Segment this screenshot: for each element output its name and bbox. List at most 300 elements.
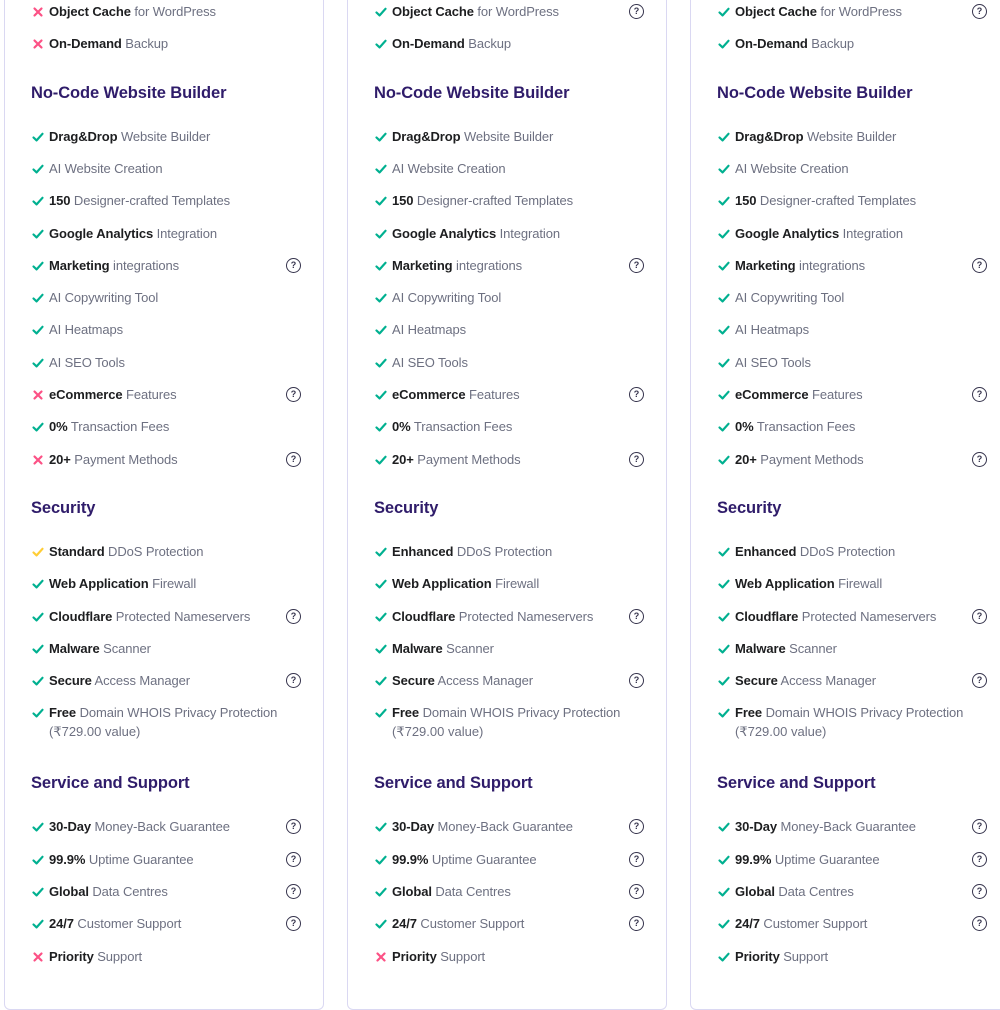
feature-highlight: Free — [49, 705, 77, 721]
check-icon — [31, 130, 45, 144]
feature-row — [31, 255, 303, 277]
check-icon — [374, 853, 388, 867]
feature-label — [735, 387, 863, 402]
feature-label — [49, 641, 151, 656]
help-icon[interactable]: ? — [629, 884, 644, 899]
help-icon[interactable]: ? — [972, 609, 987, 624]
feature-highlight: Google Analytics — [392, 225, 497, 241]
feature-highlight: 150 — [49, 193, 71, 209]
feature-label — [49, 36, 168, 51]
feature-row — [374, 913, 646, 935]
feature-row — [31, 606, 303, 628]
feature-label — [392, 916, 524, 931]
feature-text: Uptime Guarantee — [428, 851, 537, 867]
help-icon[interactable]: ? — [629, 916, 644, 931]
feature-text: Firewall — [834, 576, 883, 592]
check-icon — [31, 853, 45, 867]
feature-text: AI Website Creation — [49, 160, 163, 176]
feature-row — [717, 223, 989, 245]
feature-row — [31, 352, 303, 374]
plan-features — [717, 1, 989, 1009]
check-icon — [717, 420, 731, 434]
feature-text: Scanner — [99, 640, 151, 656]
feature-text: Scanner — [785, 640, 837, 656]
feature-row — [374, 352, 646, 374]
feature-label — [735, 916, 867, 931]
feature-text: DDoS Protection — [453, 543, 553, 559]
feature-label — [392, 226, 560, 241]
feature-text: Customer Support — [73, 916, 182, 932]
feature-row — [717, 881, 989, 903]
feature-row — [31, 158, 303, 180]
feature-highlight: 99.9% — [392, 851, 429, 867]
feature-text: Data Centres — [774, 884, 854, 899]
feature-highlight: 0% — [735, 419, 754, 435]
feature-row — [374, 126, 646, 148]
help-icon[interactable]: ? — [286, 673, 301, 688]
check-icon — [374, 291, 388, 305]
feature-highlight: eCommerce — [735, 387, 809, 402]
feature-label — [735, 609, 936, 624]
check-icon — [717, 950, 731, 964]
feature-highlight: eCommerce — [49, 387, 123, 402]
feature-text: AI Website Creation — [392, 160, 506, 176]
feature-label — [735, 884, 854, 899]
check-icon — [31, 706, 45, 720]
help-icon[interactable]: ? — [972, 4, 987, 19]
help-icon[interactable]: ? — [629, 609, 644, 624]
feature-highlight: Malware — [735, 640, 786, 656]
feature-text: AI SEO Tools — [392, 354, 468, 370]
feature-row — [717, 416, 989, 438]
section-heading: Security — [31, 498, 96, 517]
feature-label — [735, 544, 895, 559]
feature-row — [717, 384, 989, 406]
help-icon[interactable]: ? — [286, 258, 301, 273]
check-icon — [374, 420, 388, 434]
feature-row — [31, 849, 303, 871]
feature-highlight: Enhanced — [392, 543, 454, 559]
feature-label — [49, 4, 216, 19]
feature-text: AI Website Creation — [735, 160, 849, 176]
feature-label — [49, 544, 203, 559]
feature-highlight: 30-Day — [49, 819, 92, 835]
plan-card — [690, 0, 1000, 1010]
feature-label — [735, 705, 963, 720]
feature-row — [374, 573, 646, 595]
feature-highlight: Secure — [392, 673, 435, 689]
feature-highlight: Priority — [49, 948, 94, 964]
feature-highlight: 30-Day — [735, 819, 778, 835]
feature-highlight: 20+ — [392, 451, 414, 467]
feature-text: Features — [122, 387, 177, 402]
feature-row — [717, 449, 989, 471]
feature-label — [49, 161, 162, 176]
feature-text: DDoS Protection — [796, 543, 896, 559]
check-icon — [374, 917, 388, 931]
feature-row — [717, 190, 989, 212]
feature-text: Backup — [464, 36, 512, 52]
feature-label — [49, 419, 169, 434]
feature-label — [392, 705, 620, 720]
section-heading: Service and Support — [374, 774, 533, 793]
feature-label — [392, 819, 573, 834]
feature-text: Payment Methods — [756, 451, 864, 467]
feature-row — [31, 33, 303, 55]
feature-text: Integration — [839, 225, 903, 241]
feature-text: Domain WHOIS Privacy Protection — [419, 705, 621, 721]
feature-row — [374, 541, 646, 563]
check-icon — [31, 610, 45, 624]
check-icon — [717, 194, 731, 208]
help-icon[interactable]: ? — [972, 673, 987, 688]
feature-label — [735, 322, 809, 337]
help-icon[interactable]: ? — [972, 884, 987, 899]
feature-label — [49, 322, 123, 337]
check-icon — [31, 194, 45, 208]
check-icon — [31, 820, 45, 834]
feature-text: Backup — [807, 36, 855, 52]
cross-icon — [31, 950, 45, 964]
check-icon — [717, 885, 731, 899]
check-icon — [374, 610, 388, 624]
check-icon — [374, 194, 388, 208]
feature-text: for WordPress — [816, 4, 902, 19]
feature-highlight: 99.9% — [735, 851, 772, 867]
feature-highlight: Global — [735, 884, 775, 899]
feature-row — [374, 1, 646, 23]
feature-highlight: On-Demand — [735, 36, 808, 52]
check-icon — [717, 820, 731, 834]
feature-row — [31, 223, 303, 245]
help-icon[interactable]: ? — [629, 852, 644, 867]
feature-row — [374, 606, 646, 628]
feature-text: Protected Nameservers — [112, 608, 251, 624]
feature-label — [49, 452, 178, 467]
help-icon[interactable]: ? — [972, 916, 987, 931]
feature-text: Support — [93, 948, 143, 964]
feature-label — [735, 161, 848, 176]
check-icon — [31, 162, 45, 176]
feature-text: Money-Back Guarantee — [91, 819, 230, 835]
feature-row — [31, 573, 303, 595]
section-heading: No-Code Website Builder — [717, 83, 913, 102]
feature-highlight: 150 — [392, 193, 414, 209]
feature-text: Money-Back Guarantee — [434, 819, 573, 835]
feature-highlight: Marketing — [392, 257, 453, 273]
feature-label — [392, 609, 593, 624]
feature-text: Integration — [153, 225, 217, 241]
feature-highlight: Object Cache — [392, 4, 474, 19]
feature-label — [49, 884, 168, 899]
feature-label — [392, 852, 537, 867]
feature-text: for WordPress — [473, 4, 559, 19]
feature-highlight: Secure — [735, 673, 778, 689]
feature-text: Support — [436, 948, 486, 964]
feature-row — [374, 946, 646, 968]
feature-label — [392, 322, 466, 337]
feature-label — [49, 129, 210, 144]
feature-highlight: Web Application — [49, 576, 149, 592]
feature-row — [31, 881, 303, 903]
feature-highlight: Cloudflare — [392, 608, 456, 624]
feature-text: Protected Nameservers — [798, 608, 937, 624]
feature-highlight: Priority — [735, 948, 780, 964]
feature-row — [717, 913, 989, 935]
feature-row — [374, 255, 646, 277]
feature-highlight: On-Demand — [49, 36, 122, 52]
feature-text: Transaction Fees — [410, 419, 513, 435]
feature-text: DDoS Protection — [104, 543, 204, 559]
feature-highlight: Web Application — [392, 576, 492, 592]
feature-highlight: 0% — [392, 419, 411, 435]
feature-label — [735, 290, 844, 305]
feature-text: Designer-crafted Templates — [756, 193, 917, 209]
feature-highlight: Global — [392, 884, 432, 899]
feature-text: Access Manager — [777, 673, 876, 689]
feature-row — [717, 849, 989, 871]
plan-card — [347, 0, 667, 1010]
feature-highlight: Object Cache — [49, 4, 131, 19]
cross-icon — [374, 950, 388, 964]
feature-text: integrations — [452, 257, 523, 273]
feature-text: Uptime Guarantee — [85, 851, 194, 867]
help-icon[interactable]: ? — [629, 387, 644, 402]
feature-label — [49, 576, 196, 591]
feature-text: Domain WHOIS Privacy Protection — [76, 705, 278, 721]
feature-label — [735, 452, 864, 467]
feature-text: Protected Nameservers — [455, 608, 594, 624]
section-heading: Security — [717, 498, 782, 517]
feature-label — [49, 226, 217, 241]
feature-row — [717, 573, 989, 595]
help-icon[interactable]: ? — [972, 387, 987, 402]
feature-text: AI SEO Tools — [49, 354, 125, 370]
feature-label — [392, 419, 512, 434]
feature-text: for WordPress — [130, 4, 216, 19]
check-icon — [717, 577, 731, 591]
feature-row — [717, 1, 989, 23]
feature-row — [717, 541, 989, 563]
feature-text: Firewall — [148, 576, 197, 592]
feature-label — [392, 544, 552, 559]
feature-label — [392, 452, 521, 467]
feature-text: Designer-crafted Templates — [70, 193, 231, 209]
check-icon — [717, 130, 731, 144]
help-icon[interactable]: ? — [286, 819, 301, 834]
feature-highlight: Object Cache — [735, 4, 817, 19]
feature-highlight: Cloudflare — [49, 608, 113, 624]
feature-label — [735, 355, 811, 370]
section-heading: No-Code Website Builder — [31, 83, 227, 102]
check-icon — [31, 577, 45, 591]
feature-highlight: 20+ — [49, 451, 71, 467]
feature-highlight: Enhanced — [735, 543, 797, 559]
feature-label — [735, 258, 865, 273]
check-icon — [717, 674, 731, 688]
feature-row — [31, 190, 303, 212]
check-icon — [374, 37, 388, 51]
feature-subtext: (₹729.00 value) — [392, 724, 484, 740]
feature-highlight: 99.9% — [49, 851, 86, 867]
plan-features — [374, 1, 646, 1009]
feature-highlight: 24/7 — [49, 916, 74, 932]
feature-row — [374, 384, 646, 406]
feature-row — [374, 849, 646, 871]
plan-card — [4, 0, 324, 1010]
section-heading: Service and Support — [31, 774, 190, 793]
feature-label — [392, 129, 553, 144]
feature-label — [392, 193, 573, 208]
feature-row — [31, 319, 303, 341]
feature-row — [31, 702, 303, 740]
feature-row — [31, 541, 303, 563]
feature-highlight: Free — [392, 705, 420, 721]
feature-text: Integration — [496, 225, 560, 241]
feature-label — [49, 819, 230, 834]
feature-highlight: Secure — [49, 673, 92, 689]
help-icon[interactable]: ? — [286, 609, 301, 624]
check-icon — [374, 5, 388, 19]
check-icon — [717, 37, 731, 51]
check-icon — [717, 227, 731, 241]
feature-label — [392, 387, 520, 402]
feature-highlight: 150 — [735, 193, 757, 209]
feature-row — [374, 33, 646, 55]
feature-label — [392, 949, 485, 964]
feature-label — [49, 673, 190, 688]
feature-row — [717, 126, 989, 148]
feature-row — [31, 816, 303, 838]
check-icon — [717, 610, 731, 624]
help-icon[interactable]: ? — [629, 673, 644, 688]
feature-label — [392, 355, 468, 370]
feature-label — [49, 949, 142, 964]
feature-text: Data Centres — [431, 884, 511, 899]
check-icon — [31, 227, 45, 241]
feature-label — [49, 705, 277, 720]
check-icon — [31, 420, 45, 434]
feature-label — [49, 387, 177, 402]
feature-row — [717, 287, 989, 309]
feature-row — [717, 255, 989, 277]
feature-highlight: Google Analytics — [735, 225, 840, 241]
feature-row — [31, 638, 303, 660]
check-icon — [31, 356, 45, 370]
check-icon — [374, 577, 388, 591]
feature-label — [735, 852, 880, 867]
feature-label — [735, 673, 876, 688]
feature-label — [392, 290, 501, 305]
feature-row — [717, 352, 989, 374]
feature-label — [735, 576, 882, 591]
feature-label — [49, 852, 194, 867]
feature-highlight: Marketing — [49, 257, 110, 273]
help-icon[interactable]: ? — [286, 387, 301, 402]
feature-label — [735, 4, 902, 19]
feature-row — [717, 606, 989, 628]
feature-highlight: On-Demand — [392, 36, 465, 52]
feature-text: AI Copywriting Tool — [735, 290, 845, 306]
check-icon — [374, 674, 388, 688]
check-icon — [31, 642, 45, 656]
feature-label — [392, 641, 494, 656]
feature-row — [374, 158, 646, 180]
feature-subtext: (₹729.00 value) — [735, 724, 827, 740]
feature-row — [717, 33, 989, 55]
feature-row — [31, 946, 303, 968]
feature-highlight: 24/7 — [735, 916, 760, 932]
feature-row — [31, 126, 303, 148]
check-icon — [374, 545, 388, 559]
check-icon — [31, 674, 45, 688]
feature-text: integrations — [795, 257, 866, 273]
cross-icon — [31, 37, 45, 51]
feature-highlight: Priority — [392, 948, 437, 964]
check-icon — [374, 259, 388, 273]
check-icon — [717, 323, 731, 337]
partial-check-icon — [31, 545, 45, 559]
check-icon — [717, 291, 731, 305]
help-icon[interactable]: ? — [629, 452, 644, 467]
feature-highlight: Google Analytics — [49, 225, 154, 241]
feature-subtext: (₹729.00 value) — [49, 724, 141, 740]
help-icon[interactable]: ? — [286, 916, 301, 931]
feature-highlight: Malware — [392, 640, 443, 656]
feature-label — [735, 129, 896, 144]
section-heading: Security — [374, 498, 439, 517]
check-icon — [717, 706, 731, 720]
feature-highlight: 24/7 — [392, 916, 417, 932]
section-heading: Service and Support — [717, 774, 876, 793]
help-icon[interactable]: ? — [972, 258, 987, 273]
check-icon — [717, 162, 731, 176]
check-icon — [374, 453, 388, 467]
feature-highlight: 20+ — [735, 451, 757, 467]
feature-text: Website Builder — [803, 128, 897, 144]
feature-highlight: Global — [49, 884, 89, 899]
feature-highlight: Marketing — [735, 257, 796, 273]
feature-text: Customer Support — [759, 916, 868, 932]
feature-text: Data Centres — [88, 884, 168, 899]
feature-highlight: Drag&Drop — [49, 128, 118, 144]
feature-row — [31, 287, 303, 309]
help-icon[interactable]: ? — [629, 819, 644, 834]
help-icon[interactable]: ? — [286, 884, 301, 899]
help-icon[interactable]: ? — [286, 852, 301, 867]
help-icon[interactable]: ? — [972, 819, 987, 834]
feature-label — [735, 419, 855, 434]
feature-row — [717, 816, 989, 838]
feature-highlight: 0% — [49, 419, 68, 435]
help-icon[interactable]: ? — [972, 452, 987, 467]
feature-row — [717, 670, 989, 692]
help-icon[interactable]: ? — [972, 852, 987, 867]
help-icon[interactable]: ? — [629, 4, 644, 19]
help-icon[interactable]: ? — [286, 452, 301, 467]
feature-text: Customer Support — [416, 916, 525, 932]
check-icon — [374, 706, 388, 720]
check-icon — [374, 356, 388, 370]
feature-highlight: Standard — [49, 543, 105, 559]
feature-row — [374, 702, 646, 740]
check-icon — [374, 642, 388, 656]
feature-row — [717, 946, 989, 968]
feature-label — [49, 193, 230, 208]
feature-text: Access Manager — [434, 673, 533, 689]
feature-label — [735, 193, 916, 208]
help-icon[interactable]: ? — [629, 258, 644, 273]
